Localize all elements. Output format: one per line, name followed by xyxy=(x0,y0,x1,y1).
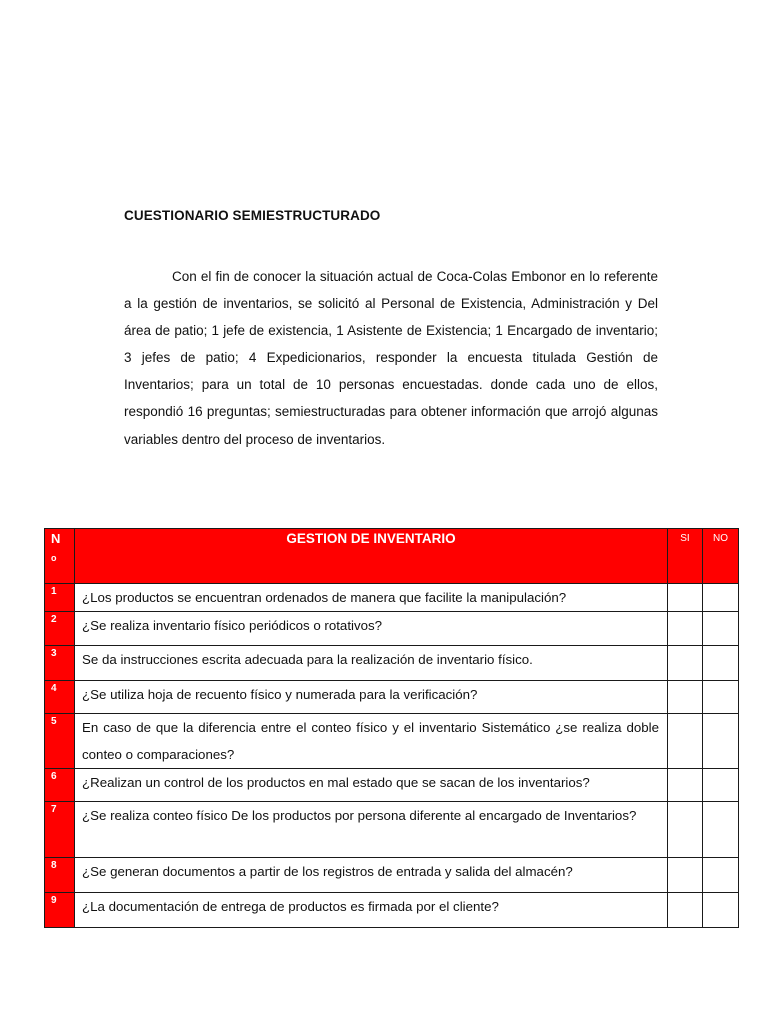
row-number: 2 xyxy=(45,612,75,646)
table-row xyxy=(45,612,739,646)
table-row xyxy=(45,802,739,858)
row-number: 6 xyxy=(45,769,75,802)
row-question: Se da instrucciones escrita adecuada para la realización de inventario físico. xyxy=(75,646,668,681)
header-number-suffix: o xyxy=(51,553,57,563)
no-cell[interactable] xyxy=(703,646,739,681)
table-row xyxy=(45,646,739,681)
header-number xyxy=(45,529,75,584)
table-row xyxy=(45,769,739,802)
row-number: 7 xyxy=(45,802,75,858)
intro-paragraph: Con el fin de conocer la situación actual de Coca-Colas Embonor en lo referente a la gestión de inventarios, se solicitó al Personal de Existencia, Administración y Del área de patio; 1 jefe de existencia, 1 Asistente de Existencia; 1 Encargado de inventario; 3 jefes de patio; 4 Expedicionarios, responder la encuesta titulada Gestión de Inventarios; para un total de 10 personas encuestadas. donde cada uno de ellos, respondió 16 preguntas; semiestructuradas para obtener información que arrojó algunas variables dentro del proceso de inventarios. xyxy=(124,269,658,447)
table-row xyxy=(45,584,739,612)
header-number-label: N xyxy=(51,531,61,546)
row-question: ¿Se realiza inventario físico periódicos o rotativos? xyxy=(75,612,668,646)
si-cell[interactable] xyxy=(668,612,703,646)
row-number: 5 xyxy=(45,714,75,769)
si-cell[interactable] xyxy=(668,769,703,802)
table-header-row xyxy=(45,529,739,584)
row-question: ¿Realizan un control de los productos en mal estado que se sacan de los inventarios? xyxy=(75,769,668,802)
row-question: ¿Se realiza conteo físico De los productos por persona diferente al encargado de Inventarios? xyxy=(75,802,668,858)
row-number: 9 xyxy=(45,893,75,928)
header-no: NO xyxy=(703,529,739,584)
si-cell[interactable] xyxy=(668,584,703,612)
no-cell[interactable] xyxy=(703,584,739,612)
header-si: SI xyxy=(668,529,703,584)
no-cell[interactable] xyxy=(703,893,739,928)
si-cell[interactable] xyxy=(668,802,703,858)
table-row xyxy=(45,714,739,769)
no-cell[interactable] xyxy=(703,681,739,714)
row-question: ¿Se generan documentos a partir de los registros de entrada y salida del almacén? xyxy=(75,858,668,893)
si-cell[interactable] xyxy=(668,681,703,714)
table-row xyxy=(45,893,739,928)
row-number: 4 xyxy=(45,681,75,714)
si-cell[interactable] xyxy=(668,714,703,769)
no-cell[interactable] xyxy=(703,802,739,858)
si-cell[interactable] xyxy=(668,893,703,928)
si-cell[interactable] xyxy=(668,646,703,681)
header-title: GESTION DE INVENTARIO xyxy=(75,529,668,584)
table-row xyxy=(45,858,739,893)
row-question: ¿Los productos se encuentran ordenados de manera que facilite la manipulación? xyxy=(75,584,668,612)
no-cell[interactable] xyxy=(703,858,739,893)
inventory-survey-table xyxy=(44,528,739,928)
table-row xyxy=(45,681,739,714)
row-question: ¿La documentación de entrega de productos es firmada por el cliente? xyxy=(75,893,668,928)
document-title: CUESTIONARIO SEMIESTRUCTURADO xyxy=(124,208,381,223)
row-question: ¿Se utiliza hoja de recuento físico y numerada para la verificación? xyxy=(75,681,668,714)
row-number: 8 xyxy=(45,858,75,893)
row-question: En caso de que la diferencia entre el conteo físico y el inventario Sistemático ¿se realiza doble conteo o comparaciones? xyxy=(75,714,668,769)
row-number: 3 xyxy=(45,646,75,681)
si-cell[interactable] xyxy=(668,858,703,893)
no-cell[interactable] xyxy=(703,714,739,769)
no-cell[interactable] xyxy=(703,769,739,802)
row-number: 1 xyxy=(45,584,75,612)
no-cell[interactable] xyxy=(703,612,739,646)
